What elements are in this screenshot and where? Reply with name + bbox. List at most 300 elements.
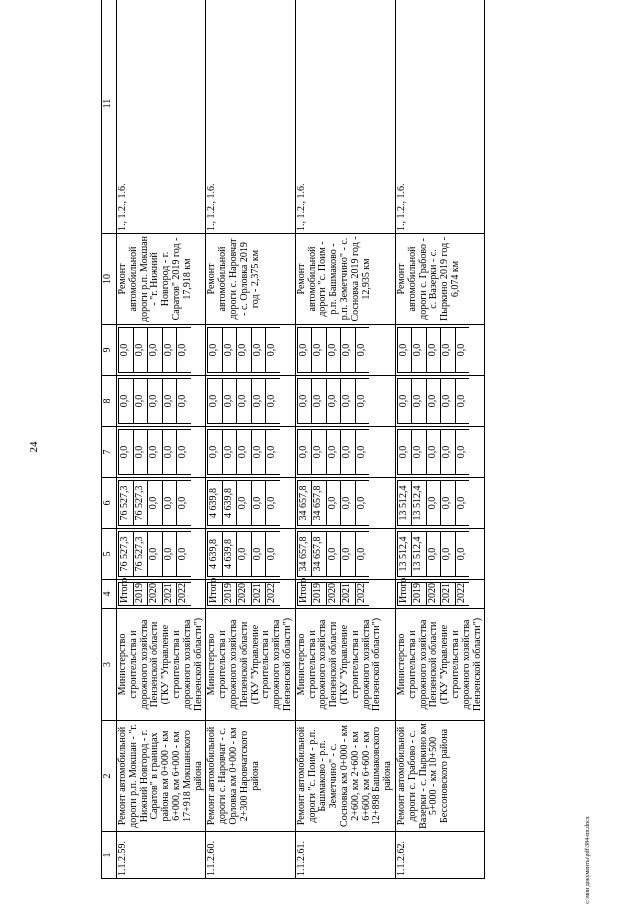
amount-c5-row — [162, 532, 177, 577]
rotated-table-container — [101, 24, 592, 879]
amount-c9-row — [455, 328, 469, 373]
amount-c8-list — [118, 378, 191, 424]
amount-c7-cell — [295, 427, 395, 478]
amount-c5-value: 0,0 — [326, 532, 341, 577]
amount-c6-list — [118, 480, 191, 526]
amount-c5-row — [355, 532, 369, 577]
amount-c6-row — [222, 481, 237, 526]
amount-c5-row — [412, 532, 427, 577]
amount-c7-row — [312, 430, 327, 475]
amount-c6-row — [412, 481, 427, 526]
header-cell: 10 — [102, 234, 117, 325]
funding-year-value: Итого — [397, 583, 412, 606]
amount-c9-value: 0,0 — [312, 328, 327, 373]
funding-year-row — [297, 583, 312, 606]
amount-c9-value: 0,0 — [426, 328, 441, 373]
amount-c6-value: 4 639,8 — [222, 481, 237, 526]
project-executor: Министерство строительства и дорожного хозяйства Пензенской области (ГКУ "Управление строительства и дорожного хозяйства Пензенской области") — [295, 609, 395, 721]
funding-year-row — [355, 583, 369, 606]
funding-year-list — [297, 577, 370, 606]
amount-c7-row — [119, 430, 134, 475]
amount-c8-row — [119, 379, 134, 424]
project-reference: 1., 1.2., 1.6. — [295, 0, 395, 234]
project-name: Ремонт автомобильной дороги с. Грабово - с. Вазерки - с. Пыркино км 5+000 - км 10+500 Бессоновского района — [395, 721, 484, 832]
funding-year-value: 2020 — [148, 583, 163, 606]
funding-year-row — [237, 583, 252, 606]
amount-c6-row — [237, 481, 252, 526]
amount-c8-value: 0,0 — [162, 379, 177, 424]
amount-c8-value: 0,0 — [412, 379, 427, 424]
amount-c9-cell — [295, 325, 395, 376]
funding-year-cell — [117, 577, 206, 609]
funding-year-row — [441, 583, 456, 606]
amount-c8-value: 0,0 — [355, 379, 369, 424]
funding-year-row — [177, 583, 191, 606]
funding-year-row — [162, 583, 177, 606]
amount-c5-row — [222, 532, 237, 577]
amount-c8-row — [266, 379, 280, 424]
amount-c5-row — [119, 532, 134, 577]
amount-c8-row — [412, 379, 427, 424]
amount-c9-value: 0,0 — [355, 328, 369, 373]
funding-year-list — [118, 577, 191, 606]
amount-c5-row — [208, 532, 223, 577]
amount-c5-row — [251, 532, 266, 577]
amount-c5-cell — [295, 529, 395, 580]
project-number: 1.1.2.60. — [206, 832, 295, 879]
amount-c8-value: 0,0 — [119, 379, 134, 424]
amount-c8-row — [341, 379, 356, 424]
page-number: 24 — [28, 441, 40, 453]
amount-c5-value: 0,0 — [266, 532, 280, 577]
amount-c7-value: 0,0 — [133, 430, 148, 475]
funding-year-value: 2021 — [441, 583, 456, 606]
project-executor: Министерство строительства и дорожного хозяйства Пензенской области (ГКУ "Управление строительства и дорожного хозяйства Пензенской области") — [206, 609, 295, 721]
funding-year-value: 2021 — [341, 583, 356, 606]
amount-c9-row — [297, 328, 312, 373]
amount-c6-cell — [295, 478, 395, 529]
funding-year-row — [251, 583, 266, 606]
amount-c8-value: 0,0 — [237, 379, 252, 424]
amount-c7-row — [355, 430, 369, 475]
amount-c9-value: 0,0 — [119, 328, 134, 373]
funding-year-row — [148, 583, 163, 606]
funding-year-value: 2020 — [326, 583, 341, 606]
funding-year-row — [133, 583, 148, 606]
amount-c6-value: 0,0 — [266, 481, 280, 526]
amount-c7-value: 0,0 — [341, 430, 356, 475]
funding-year-value: 2022 — [355, 583, 369, 606]
funding-year-value: 2021 — [251, 583, 266, 606]
amount-c5-row — [341, 532, 356, 577]
amount-c7-value: 0,0 — [162, 430, 177, 475]
funding-year-row — [266, 583, 280, 606]
amount-c9-row — [412, 328, 427, 373]
amount-c7-row — [326, 430, 341, 475]
project-number: 1.1.2.61. — [295, 832, 395, 879]
amount-c5-cell — [395, 529, 484, 580]
amount-c7-value: 0,0 — [326, 430, 341, 475]
amount-c5-value: 0,0 — [341, 532, 356, 577]
amount-c9-value: 0,0 — [237, 328, 252, 373]
amount-c8-cell — [117, 376, 206, 427]
amount-c9-value: 0,0 — [455, 328, 469, 373]
amount-c5-value: 0,0 — [148, 532, 163, 577]
header-cell: 2 — [102, 721, 117, 832]
amount-c5-value: 76 527,3 — [133, 532, 148, 577]
amount-c7-row — [162, 430, 177, 475]
amount-c6-row — [297, 481, 312, 526]
amount-c9-row — [162, 328, 177, 373]
amount-c7-list — [397, 429, 470, 475]
amount-c5-row — [297, 532, 312, 577]
amount-c6-row — [251, 481, 266, 526]
amount-c9-value: 0,0 — [148, 328, 163, 373]
funding-year-value: 2019 — [222, 583, 237, 606]
amount-c7-value: 0,0 — [119, 430, 134, 475]
amount-c8-value: 0,0 — [426, 379, 441, 424]
amount-c8-value: 0,0 — [326, 379, 341, 424]
amount-c7-row — [148, 430, 163, 475]
amount-c6-value: 34 657,8 — [297, 481, 312, 526]
project-row — [117, 0, 206, 879]
amount-c9-row — [177, 328, 191, 373]
amount-c9-value: 0,0 — [397, 328, 412, 373]
amount-c9-value: 0,0 — [412, 328, 427, 373]
amount-c6-row — [266, 481, 280, 526]
amount-c8-value: 0,0 — [441, 379, 456, 424]
amount-c7-row — [208, 430, 223, 475]
amount-c8-list — [297, 378, 370, 424]
amount-c6-value: 0,0 — [162, 481, 177, 526]
footer-file-path: c:\мои документы\pdf\384-пп.docx — [585, 816, 591, 904]
amount-c8-value: 0,0 — [208, 379, 223, 424]
amount-c8-value: 0,0 — [266, 379, 280, 424]
amount-c9-row — [312, 328, 327, 373]
amount-c9-row — [251, 328, 266, 373]
funding-year-value: 2021 — [162, 583, 177, 606]
amount-c9-cell — [117, 325, 206, 376]
amount-c9-list — [207, 327, 280, 373]
amount-c6-list — [207, 480, 280, 526]
amount-c9-value: 0,0 — [162, 328, 177, 373]
project-reference: 1., 1.2., 1.6. — [395, 0, 484, 234]
funding-year-list — [207, 577, 280, 606]
funding-year-value: Итого — [208, 583, 223, 606]
amount-c6-row — [208, 481, 223, 526]
amount-c7-row — [455, 430, 469, 475]
project-name: Ремонт автомобильной дороги с. Наровчат - с. Орловка км 0+000 - км 2+300 Наровчатского района — [206, 721, 295, 832]
amount-c8-cell — [295, 376, 395, 427]
amount-c6-value: 0,0 — [177, 481, 191, 526]
amount-c9-value: 0,0 — [251, 328, 266, 373]
amount-c9-value: 0,0 — [177, 328, 191, 373]
amount-c5-value: 76 527,3 — [119, 532, 134, 577]
amount-c7-cell — [206, 427, 295, 478]
amount-c7-row — [397, 430, 412, 475]
amount-c8-list — [397, 378, 470, 424]
amount-c7-row — [237, 430, 252, 475]
amount-c6-value: 4 639,8 — [208, 481, 223, 526]
amount-c5-value: 0,0 — [455, 532, 469, 577]
amount-c9-value: 0,0 — [326, 328, 341, 373]
amount-c7-row — [426, 430, 441, 475]
funding-year-value: 2022 — [177, 583, 191, 606]
amount-c7-row — [297, 430, 312, 475]
amount-c8-cell — [206, 376, 295, 427]
amount-c6-cell — [395, 478, 484, 529]
amount-c5-row — [397, 532, 412, 577]
amount-c8-value: 0,0 — [133, 379, 148, 424]
funding-year-row — [412, 583, 427, 606]
funding-year-list — [397, 577, 470, 606]
amount-c5-row — [455, 532, 469, 577]
amount-c8-row — [455, 379, 469, 424]
amount-c7-value: 0,0 — [266, 430, 280, 475]
amount-c8-row — [312, 379, 327, 424]
amount-c6-value: 0,0 — [426, 481, 441, 526]
amount-c6-value: 0,0 — [148, 481, 163, 526]
amount-c5-row — [441, 532, 456, 577]
amount-c7-row — [412, 430, 427, 475]
funding-year-cell — [295, 577, 395, 609]
amount-c7-value: 0,0 — [412, 430, 427, 475]
amount-c6-row — [355, 481, 369, 526]
amount-c5-value: 13 512,4 — [397, 532, 412, 577]
amount-c6-row — [441, 481, 456, 526]
amount-c8-row — [355, 379, 369, 424]
amount-c6-row — [455, 481, 469, 526]
amount-c7-value: 0,0 — [312, 430, 327, 475]
amount-c5-row — [426, 532, 441, 577]
amount-c9-cell — [206, 325, 295, 376]
amount-c9-value: 0,0 — [266, 328, 280, 373]
amount-c6-value: 13 512,4 — [412, 481, 427, 526]
amount-c8-value: 0,0 — [148, 379, 163, 424]
project-name: Ремонт автомобильной дороги р.п. Мокшан - "г. Нижний Новгород - г. Саратов" в границах района км 0+000 - км 6+000, км 6+000 - км 17+918 Мокшанского района — [117, 721, 206, 832]
header-cell: 3 — [102, 609, 117, 721]
amount-c7-value: 0,0 — [148, 430, 163, 475]
amount-c9-row — [397, 328, 412, 373]
funding-year-cell — [395, 577, 484, 609]
amount-c5-row — [326, 532, 341, 577]
amount-c9-row — [426, 328, 441, 373]
funding-year-row — [326, 583, 341, 606]
project-result: Ремонт автомобильной дороги с. Наровчат - с. Орловка 2019 год - 2,375 км — [206, 234, 295, 325]
amount-c5-list — [397, 531, 470, 577]
amount-c6-row — [148, 481, 163, 526]
amount-c8-value: 0,0 — [222, 379, 237, 424]
amount-c5-list — [297, 531, 370, 577]
amount-c7-row — [266, 430, 280, 475]
amount-c9-value: 0,0 — [222, 328, 237, 373]
amount-c8-value: 0,0 — [297, 379, 312, 424]
project-result: Ремонт автомобильной дороги с. Грабово - с. Вазерки - с. Пыркино 2019 год - 6,074 км — [395, 234, 484, 325]
amount-c9-value: 0,0 — [441, 328, 456, 373]
amount-c8-row — [177, 379, 191, 424]
amount-c8-cell — [395, 376, 484, 427]
funding-year-value: 2020 — [426, 583, 441, 606]
header-cell: 5 — [102, 529, 117, 580]
amount-c6-list — [297, 480, 370, 526]
amount-c8-value: 0,0 — [251, 379, 266, 424]
amount-c8-value: 0,0 — [341, 379, 356, 424]
amount-c5-row — [312, 532, 327, 577]
amount-c6-value: 0,0 — [341, 481, 356, 526]
header-row — [102, 0, 117, 879]
amount-c8-row — [208, 379, 223, 424]
project-executor: Министерство строительства и дорожного хозяйства Пензенской области (ГКУ "Управление строительства и дорожного хозяйства Пензенской области") — [117, 609, 206, 721]
amount-c7-row — [341, 430, 356, 475]
project-reference: 1., 1.2., 1.6. — [117, 0, 206, 234]
amount-c9-row — [237, 328, 252, 373]
funding-year-value: 2019 — [133, 583, 148, 606]
amount-c8-row — [222, 379, 237, 424]
amount-c6-row — [426, 481, 441, 526]
amount-c6-value: 0,0 — [455, 481, 469, 526]
project-row — [395, 0, 484, 879]
amount-c7-value: 0,0 — [237, 430, 252, 475]
amount-c6-row — [133, 481, 148, 526]
project-row — [295, 0, 395, 879]
amount-c8-value: 0,0 — [397, 379, 412, 424]
funding-year-row — [312, 583, 327, 606]
funding-year-value: Итого — [297, 583, 312, 606]
header-cell: 9 — [102, 325, 117, 376]
amount-c5-value: 0,0 — [441, 532, 456, 577]
amount-c7-list — [297, 429, 370, 475]
amount-c9-row — [222, 328, 237, 373]
amount-c5-row — [266, 532, 280, 577]
amount-c6-cell — [117, 478, 206, 529]
header-cell: 11 — [102, 0, 117, 234]
amount-c7-value: 0,0 — [397, 430, 412, 475]
funding-year-row — [455, 583, 469, 606]
amount-c6-value: 76 527,3 — [119, 481, 134, 526]
amount-c6-value: 0,0 — [355, 481, 369, 526]
funding-year-value: 2022 — [455, 583, 469, 606]
amount-c6-row — [119, 481, 134, 526]
project-number: 1.1.2.62. — [395, 832, 484, 879]
amount-c6-cell — [206, 478, 295, 529]
amount-c9-row — [355, 328, 369, 373]
amount-c7-value: 0,0 — [355, 430, 369, 475]
amount-c7-value: 0,0 — [455, 430, 469, 475]
amount-c6-value: 0,0 — [326, 481, 341, 526]
funding-year-value: Итого — [119, 583, 134, 606]
amount-c8-list — [207, 378, 280, 424]
project-number: 1.1.2.59. — [117, 832, 206, 879]
amount-c5-list — [207, 531, 280, 577]
amount-c9-list — [397, 327, 470, 373]
amount-c6-value: 0,0 — [441, 481, 456, 526]
amount-c5-cell — [117, 529, 206, 580]
amount-c8-row — [397, 379, 412, 424]
amount-c6-value: 0,0 — [237, 481, 252, 526]
amount-c9-row — [119, 328, 134, 373]
amount-c8-row — [441, 379, 456, 424]
header-cell: 4 — [102, 580, 117, 609]
amount-c9-row — [266, 328, 280, 373]
amount-c5-value: 0,0 — [177, 532, 191, 577]
amount-c6-row — [177, 481, 191, 526]
project-name: Ремонт автомобильной дороги "с. Поим - р.п. Башмаково - р.п. Земетчино" - с. Сосновка км 0+000 - км 2+600, км 2+600 - км 6+600, км 6+600 - км 12+898 Башмаковского района — [295, 721, 395, 832]
amount-c9-row — [148, 328, 163, 373]
amount-c5-value: 0,0 — [237, 532, 252, 577]
amount-c9-row — [208, 328, 223, 373]
funding-year-value: 2020 — [237, 583, 252, 606]
amount-c7-value: 0,0 — [222, 430, 237, 475]
amount-c9-row — [441, 328, 456, 373]
amount-c7-row — [133, 430, 148, 475]
funding-year-row — [208, 583, 223, 606]
amount-c6-value: 34 657,8 — [312, 481, 327, 526]
amount-c8-row — [297, 379, 312, 424]
amount-c9-value: 0,0 — [341, 328, 356, 373]
amount-c9-value: 0,0 — [133, 328, 148, 373]
amount-c8-row — [237, 379, 252, 424]
funding-year-row — [397, 583, 412, 606]
header-cell: 6 — [102, 478, 117, 529]
amount-c9-value: 0,0 — [297, 328, 312, 373]
amount-c8-value: 0,0 — [455, 379, 469, 424]
amount-c9-row — [341, 328, 356, 373]
program-table — [101, 0, 485, 879]
funding-year-row — [222, 583, 237, 606]
amount-c9-row — [133, 328, 148, 373]
amount-c5-value: 4 639,8 — [222, 532, 237, 577]
amount-c8-value: 0,0 — [312, 379, 327, 424]
amount-c7-row — [177, 430, 191, 475]
funding-year-row — [119, 583, 134, 606]
amount-c6-value: 0,0 — [251, 481, 266, 526]
amount-c7-value: 0,0 — [297, 430, 312, 475]
amount-c7-value: 0,0 — [208, 430, 223, 475]
amount-c9-list — [297, 327, 370, 373]
amount-c5-row — [133, 532, 148, 577]
project-result: Ремонт автомобильной дороги "с. Поим - р.п. Башмаково - р.п. Земетчино" - с. Сосновка 2019 год - 12,935 км — [295, 234, 395, 325]
funding-year-row — [341, 583, 356, 606]
header-cell: 7 — [102, 427, 117, 478]
project-reference: 1., 1.2., 1.6. — [206, 0, 295, 234]
amount-c7-list — [207, 429, 280, 475]
amount-c8-row — [133, 379, 148, 424]
amount-c8-row — [162, 379, 177, 424]
amount-c5-row — [237, 532, 252, 577]
project-result: Ремонт автомобильной дороги р.п. Мокшан - "г. Нижний Новгород - г. Саратов" 2019 год - 17,918 км — [117, 234, 206, 325]
amount-c8-value: 0,0 — [177, 379, 191, 424]
amount-c6-value: 13 512,4 — [397, 481, 412, 526]
amount-c5-value: 0,0 — [355, 532, 369, 577]
amount-c7-cell — [117, 427, 206, 478]
amount-c7-value: 0,0 — [426, 430, 441, 475]
funding-year-row — [426, 583, 441, 606]
amount-c6-row — [162, 481, 177, 526]
amount-c9-list — [118, 327, 191, 373]
amount-c7-cell — [395, 427, 484, 478]
amount-c5-row — [148, 532, 163, 577]
amount-c5-value: 4 639,8 — [208, 532, 223, 577]
funding-year-value: 2019 — [412, 583, 427, 606]
funding-year-value: 2019 — [312, 583, 327, 606]
amount-c6-value: 76 527,3 — [133, 481, 148, 526]
amount-c8-row — [326, 379, 341, 424]
header-cell: 1 — [102, 832, 117, 879]
amount-c5-value: 0,0 — [162, 532, 177, 577]
project-executor: Министерство строительства и дорожного хозяйства Пензенской области (ГКУ "Управление строительства и дорожного хозяйства Пензенской области") — [395, 609, 484, 721]
amount-c7-value: 0,0 — [251, 430, 266, 475]
amount-c6-row — [312, 481, 327, 526]
